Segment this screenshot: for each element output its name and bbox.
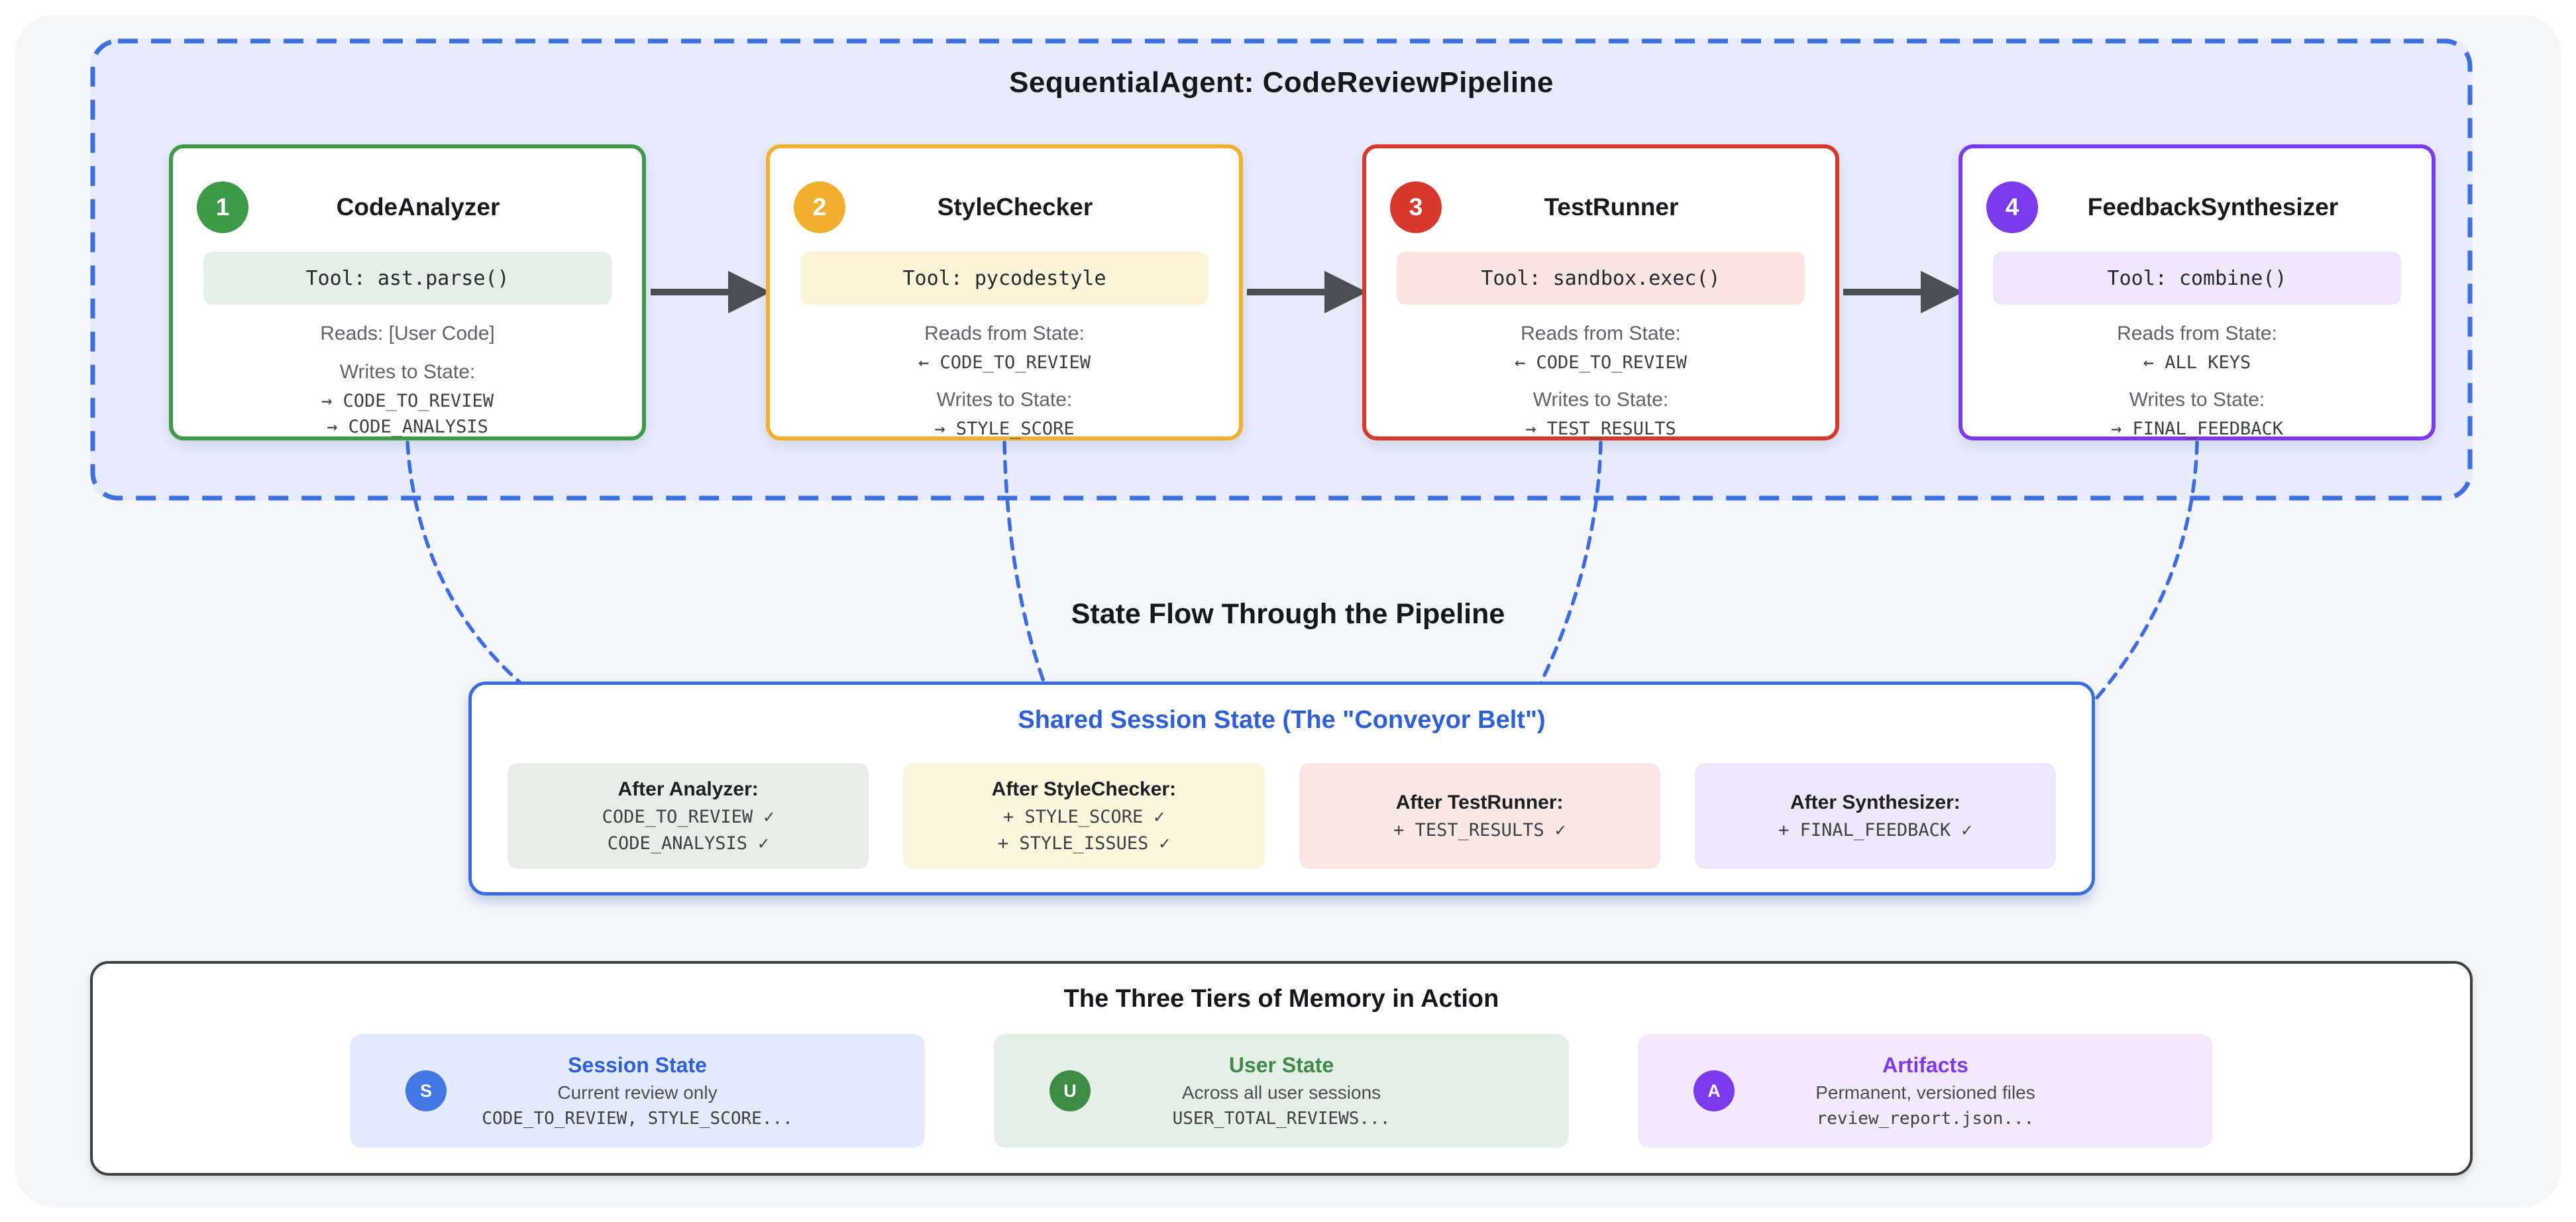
agent-name: FeedbackSynthesizer [2087, 193, 2339, 221]
snapshot-key: CODE_TO_REVIEW ✓ [602, 807, 775, 827]
memory-tiers-row [93, 1034, 2470, 1148]
snapshot-key: CODE_ANALYSIS ✓ [607, 833, 769, 854]
reads-label: Reads: [User Code] [320, 323, 495, 344]
agent-card-testrunner [1362, 144, 1839, 440]
tier-description: Permanent, versioned files [1815, 1082, 2035, 1103]
agent-name: CodeAnalyzer [336, 193, 500, 221]
reads-label: Reads from State: [1521, 323, 1681, 344]
snapshot-key: + STYLE_ISSUES ✓ [997, 833, 1170, 854]
tool-pill: Tool: pycodestyle [800, 252, 1208, 305]
snapshot-title: After Analyzer: [617, 778, 759, 800]
write-key: → CODE_TO_REVIEW [321, 391, 494, 411]
agent-name: StyleChecker [937, 193, 1093, 221]
reads-label: Reads from State: [2117, 323, 2277, 344]
write-key: → CODE_ANALYSIS [327, 417, 488, 437]
tier-title: Artifacts [1882, 1053, 1968, 1077]
tier-letter-badge: U [1049, 1070, 1091, 1111]
read-key: ← ALL KEYS [2143, 352, 2251, 373]
agent-header [1986, 179, 2408, 236]
snapshot-key: + TEST_RESULTS ✓ [1393, 820, 1566, 840]
snapshot-key: + STYLE_SCORE ✓ [1002, 807, 1165, 827]
snapshot-after-synthesizer [1695, 763, 2056, 869]
tier-keys: review_report.json... [1816, 1109, 2035, 1129]
writes-label: Writes to State: [936, 389, 1073, 411]
tier-user-state [994, 1034, 1569, 1148]
agent-name: TestRunner [1544, 193, 1679, 221]
tier-title: Session State [568, 1053, 707, 1077]
tier-letter-badge: A [1693, 1070, 1735, 1111]
snapshot-title: After Synthesizer: [1790, 791, 1960, 813]
tier-description: Across all user sessions [1181, 1082, 1381, 1103]
write-key: → STYLE_SCORE [934, 419, 1075, 439]
snapshot-after-stylechecker [903, 763, 1264, 869]
memory-tiers-box [90, 961, 2473, 1176]
writes-label: Writes to State: [339, 361, 476, 383]
agent-header [197, 179, 618, 236]
read-key: ← CODE_TO_REVIEW [918, 352, 1091, 373]
step-number-badge: 4 [1986, 181, 2038, 233]
step-number-badge: 2 [794, 181, 845, 233]
memory-tiers-heading: The Three Tiers of Memory in Action [1063, 985, 1499, 1013]
snapshot-title: After TestRunner: [1395, 791, 1564, 813]
shared-session-state-title: Shared Session State (The "Conveyor Belt") [1018, 706, 1546, 734]
writes-label: Writes to State: [1532, 389, 1669, 411]
tool-pill: Tool: sandbox.exec() [1397, 252, 1805, 305]
state-snapshots-row [508, 763, 2056, 869]
reads-label: Reads from State: [924, 323, 1085, 344]
agent-header [794, 179, 1215, 236]
tier-title: User State [1228, 1053, 1334, 1077]
snapshot-title: After StyleChecker: [991, 778, 1177, 800]
writes-label: Writes to State: [2129, 389, 2265, 411]
tier-session-state [350, 1034, 925, 1148]
snapshot-after-analyzer [508, 763, 869, 869]
agent-card-codeanalyzer [169, 144, 646, 440]
tier-keys: USER_TOTAL_REVIEWS... [1172, 1109, 1391, 1129]
write-key: → TEST_RESULTS [1525, 419, 1676, 439]
agent-header [1390, 179, 1811, 236]
write-key: → FINAL_FEEDBACK [2110, 419, 2284, 439]
snapshot-after-testrunner [1299, 763, 1660, 869]
snapshot-key: + FINAL_FEEDBACK ✓ [1778, 820, 1972, 840]
agent-card-stylechecker [766, 144, 1243, 440]
tier-artifacts [1638, 1034, 2213, 1148]
tier-description: Current review only [557, 1082, 718, 1103]
tier-keys: CODE_TO_REVIEW, STYLE_SCORE... [482, 1109, 793, 1129]
pipeline-title: SequentialAgent: CodeReviewPipeline [1009, 66, 1554, 99]
shared-session-state-box [468, 682, 2095, 895]
step-number-badge: 1 [197, 181, 248, 233]
step-number-badge: 3 [1390, 181, 1442, 233]
read-key: ← CODE_TO_REVIEW [1514, 352, 1688, 373]
agent-card-feedbacksynthesizer [1959, 144, 2436, 440]
tier-letter-badge: S [405, 1070, 447, 1111]
tool-pill: Tool: ast.parse() [203, 252, 612, 305]
tool-pill: Tool: combine() [1993, 252, 2401, 305]
state-flow-heading: State Flow Through the Pipeline [1071, 598, 1505, 630]
